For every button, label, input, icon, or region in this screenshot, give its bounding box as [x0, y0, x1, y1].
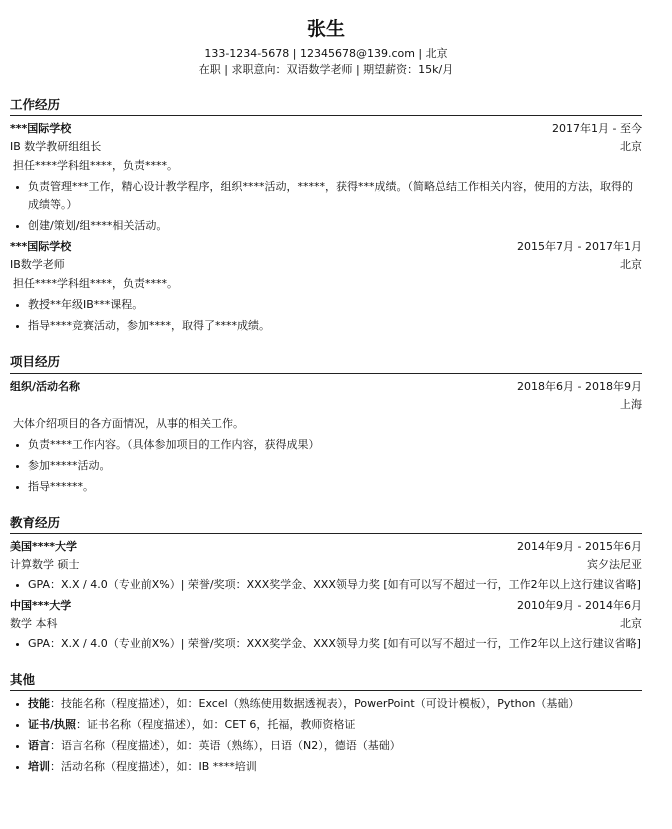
list-item: • GPA：X.X / 4.0（专业前X%）| 荣誉/奖项：XXX奖学金、XXX领导力奖 [如有可以写不超过一行，工作2年以上这行建议省略] — [28, 635, 642, 653]
work-section — [10, 97, 642, 335]
education-bullets — [10, 635, 642, 653]
degree: 数学 本科 — [10, 616, 58, 630]
candidate-name: 张生 — [306, 18, 345, 40]
project-date: 2018年6月 - 2018年9月 — [517, 379, 642, 393]
school-location: 北京 — [620, 616, 642, 630]
section-title: 工作经历 — [10, 97, 642, 116]
other-section — [10, 672, 642, 776]
item-text: ：证书名称（程度描述），如：CET 6，托福，教师资格证 — [76, 718, 356, 731]
job-bullets — [10, 178, 642, 235]
employment-date: 2015年7月 - 2017年1月 — [517, 240, 642, 254]
job-location: 北京 — [620, 258, 642, 272]
education-entry — [10, 538, 642, 594]
work-entry — [10, 120, 642, 235]
item-text: ：技能名称（程度描述），如：Excel（熟练使用数据透视表），PowerPoint（可设计模板），Python（基础） — [50, 697, 580, 710]
skills-item — [28, 695, 642, 713]
languages-item — [28, 737, 642, 755]
school-name: 中国***大学 — [10, 598, 72, 612]
degree: 计算数学 硕士 — [10, 557, 80, 571]
item-text: ：语言名称（程度描述），如：英语（熟练），日语（N2），德语（基础） — [50, 739, 401, 752]
section-title: 教育经历 — [10, 515, 642, 534]
job-location: 北京 — [620, 140, 642, 154]
list-item: • 指导******。 — [28, 478, 642, 496]
section-title: 项目经历 — [10, 354, 642, 373]
employment-date: 2017年1月 - 至今 — [552, 122, 642, 136]
project-section — [10, 354, 642, 495]
study-date: 2014年9月 - 2015年6月 — [517, 539, 642, 553]
project-location: 上海 — [620, 397, 642, 411]
item-text: ：活动名称（程度描述），如：IB ****培训 — [50, 760, 257, 773]
list-item: • 教授**年级IB***课程。 — [28, 296, 642, 314]
list-item: • 负责****工作内容。（具体参加项目的工作内容，获得成果） — [28, 436, 642, 454]
education-entry — [10, 597, 642, 653]
section-title: 其他 — [10, 672, 642, 691]
list-item: • 参加*****活动。 — [28, 457, 642, 475]
project-summary: 大体介绍项目的各方面情况，从事的相关工作。 — [13, 416, 244, 430]
training-item — [28, 758, 642, 776]
item-label: 语言 — [28, 739, 50, 752]
project-name: 组织/活动名称 — [10, 379, 81, 393]
study-date: 2010年9月 - 2014年6月 — [517, 598, 642, 612]
education-section — [10, 515, 642, 653]
list-item: • 负责管理***工作，精心设计教学程序，组织****活动，*****，获得***成绩。（简略总结工作相关内容，使用的方法，取得的成绩等。） — [28, 178, 642, 214]
contact-line-2: 在职 | 求职意向：双语数学老师 | 期望薪资：15k/月 — [198, 63, 454, 76]
work-entry — [10, 238, 642, 335]
job-summary: 担任****学科组****，负责****。 — [13, 159, 178, 173]
project-bullets — [10, 436, 642, 496]
school-name: 美国****大学 — [10, 539, 78, 553]
job-bullets — [10, 296, 642, 335]
item-label: 证书/执照 — [28, 718, 77, 731]
job-summary: 担任****学科组****，负责****。 — [13, 277, 178, 291]
item-label: 培训 — [28, 760, 50, 773]
item-label: 技能 — [28, 697, 50, 710]
job-role: IB数学老师 — [10, 258, 65, 272]
other-list — [10, 695, 642, 776]
list-item: • GPA：X.X / 4.0（专业前X%）| 荣誉/奖项：XXX奖学金、XXX领导力奖 [如有可以写不超过一行，工作2年以上这行建议省略] — [28, 576, 642, 594]
list-item: • 创建/策划/组****相关活动。 — [28, 217, 642, 235]
contact-info — [10, 46, 642, 78]
employer-name: ***国际学校 — [10, 240, 72, 254]
employer-name: ***国际学校 — [10, 122, 72, 136]
job-role: IB 数学教研组组长 — [10, 140, 102, 154]
education-bullets — [10, 576, 642, 594]
contact-line-1: 133-1234-5678 | 12345678@139.com | 北京 — [204, 47, 448, 60]
certificates-item — [28, 716, 642, 734]
list-item: • 指导****竞赛活动，参加****，取得了****成绩。 — [28, 317, 642, 335]
school-location: 宾夕法尼亚 — [587, 557, 642, 571]
